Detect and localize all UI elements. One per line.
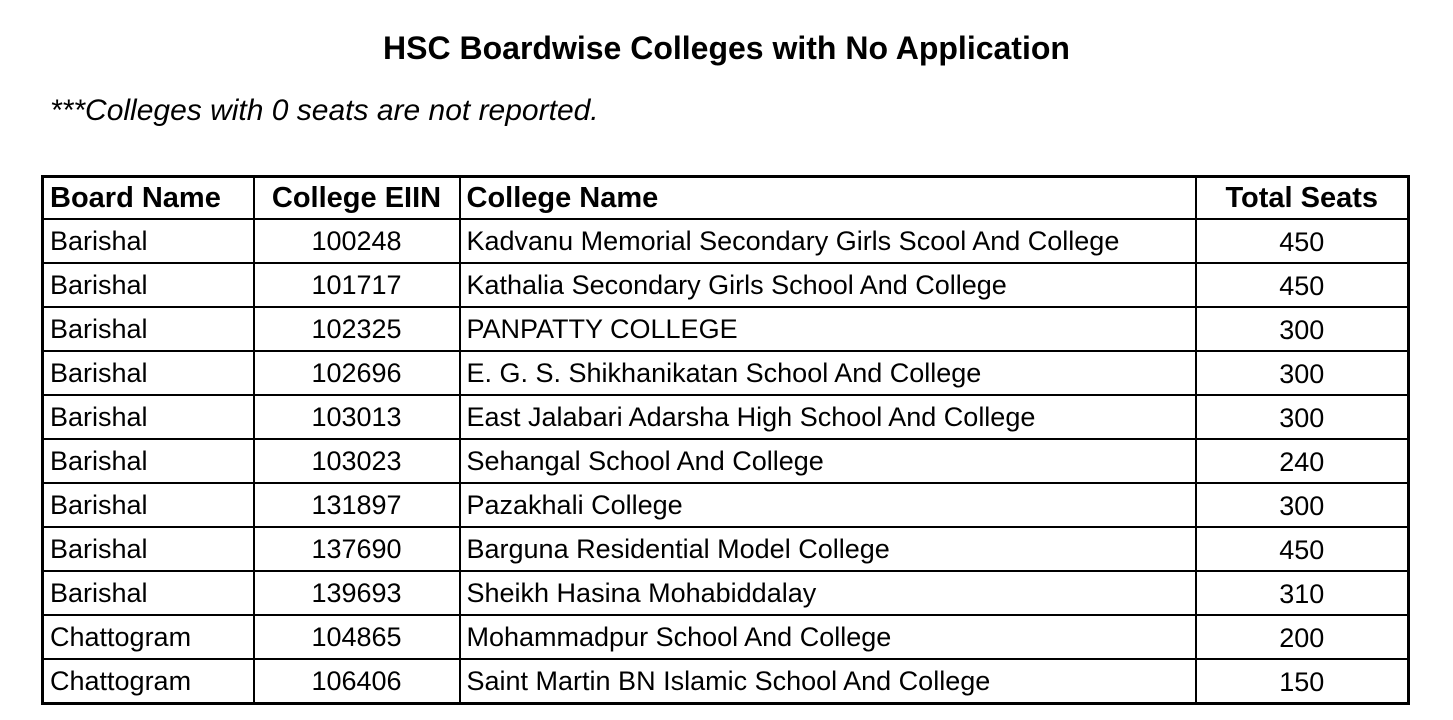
cell-college-eiin: 104865 [254, 615, 460, 659]
table-row [43, 395, 1409, 439]
cell-total-seats: 300 [1196, 395, 1409, 439]
table-row [43, 263, 1409, 307]
table-row [43, 659, 1409, 704]
cell-college-name: East Jalabari Adarsha High School And College [460, 395, 1196, 439]
cell-board-name: Barishal [43, 263, 254, 307]
cell-total-seats: 450 [1196, 263, 1409, 307]
header-college-name: College Name [460, 177, 1196, 220]
table-row [43, 571, 1409, 615]
cell-total-seats: 150 [1196, 659, 1409, 704]
table-row [43, 615, 1409, 659]
cell-total-seats: 300 [1196, 483, 1409, 527]
cell-total-seats: 200 [1196, 615, 1409, 659]
cell-college-name: Sheikh Hasina Mohabiddalay [460, 571, 1196, 615]
table-row [43, 307, 1409, 351]
cell-board-name: Barishal [43, 219, 254, 263]
cell-total-seats: 450 [1196, 219, 1409, 263]
cell-total-seats: 300 [1196, 351, 1409, 395]
cell-college-eiin: 102696 [254, 351, 460, 395]
colleges-table [41, 175, 1410, 705]
table-row [43, 439, 1409, 483]
cell-college-name: Pazakhali College [460, 483, 1196, 527]
cell-college-name: E. G. S. Shikhanikatan School And College [460, 351, 1196, 395]
cell-college-eiin: 103023 [254, 439, 460, 483]
page-title: HSC Boardwise Colleges with No Application [383, 30, 1070, 66]
table-row [43, 483, 1409, 527]
cell-college-name: PANPATTY COLLEGE [460, 307, 1196, 351]
cell-college-eiin: 106406 [254, 659, 460, 704]
table-row [43, 351, 1409, 395]
table-header-row [43, 177, 1409, 220]
cell-college-name: Mohammadpur School And College [460, 615, 1196, 659]
cell-total-seats: 300 [1196, 307, 1409, 351]
report-note: ***Colleges with 0 seats are not reported. [50, 94, 599, 127]
cell-college-eiin: 139693 [254, 571, 460, 615]
table-row [43, 219, 1409, 263]
table-row [43, 527, 1409, 571]
cell-college-eiin: 103013 [254, 395, 460, 439]
cell-college-name: Sehangal School And College [460, 439, 1196, 483]
cell-college-eiin: 100248 [254, 219, 460, 263]
cell-college-eiin: 137690 [254, 527, 460, 571]
cell-college-name: Barguna Residential Model College [460, 527, 1196, 571]
cell-board-name: Barishal [43, 483, 254, 527]
cell-board-name: Barishal [43, 307, 254, 351]
cell-board-name: Barishal [43, 395, 254, 439]
cell-total-seats: 240 [1196, 439, 1409, 483]
cell-board-name: Chattogram [43, 659, 254, 704]
cell-board-name: Barishal [43, 351, 254, 395]
cell-college-name: Kathalia Secondary Girls School And College [460, 263, 1196, 307]
cell-total-seats: 310 [1196, 571, 1409, 615]
header-total-seats: Total Seats [1196, 177, 1409, 220]
cell-total-seats: 450 [1196, 527, 1409, 571]
cell-college-eiin: 102325 [254, 307, 460, 351]
cell-board-name: Barishal [43, 571, 254, 615]
header-board-name: Board Name [43, 177, 254, 220]
cell-college-name: Saint Martin BN Islamic School And College [460, 659, 1196, 704]
cell-board-name: Chattogram [43, 615, 254, 659]
cell-college-eiin: 131897 [254, 483, 460, 527]
cell-college-eiin: 101717 [254, 263, 460, 307]
cell-board-name: Barishal [43, 527, 254, 571]
cell-college-name: Kadvanu Memorial Secondary Girls Scool And College [460, 219, 1196, 263]
cell-board-name: Barishal [43, 439, 254, 483]
header-college-eiin: College EIIN [254, 177, 460, 220]
